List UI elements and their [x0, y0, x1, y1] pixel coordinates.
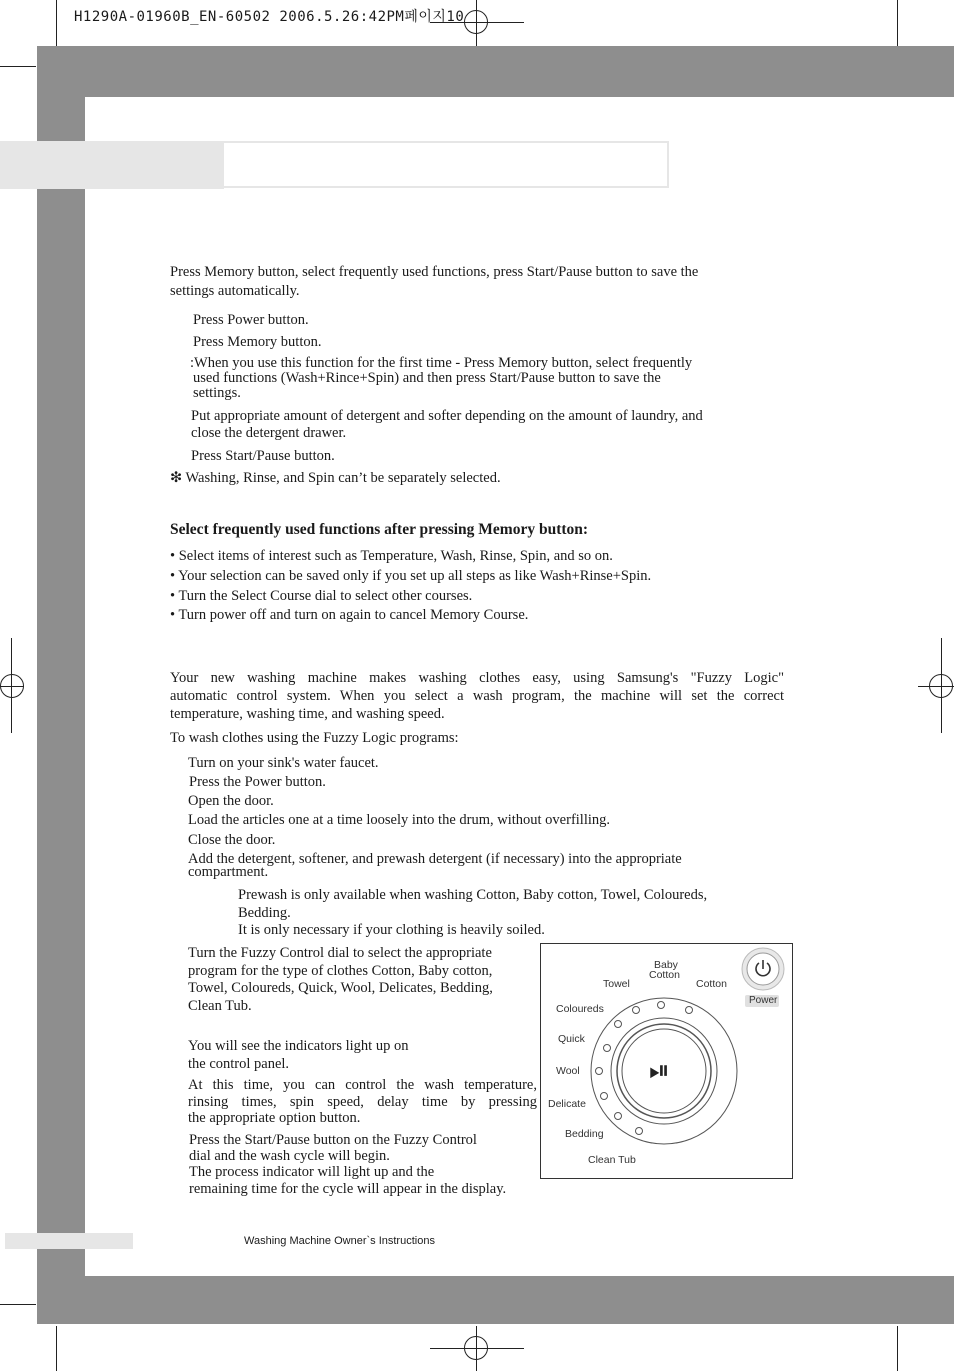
indicator-note: the control panel.: [188, 1056, 290, 1072]
program-label-bedding: Bedding: [565, 1128, 604, 1140]
start-note: The process indicator will light up and the: [189, 1164, 435, 1180]
memory-subheading: Select frequently used functions after pressing Memory button:: [170, 521, 589, 538]
fuzzy-step: compartment.: [188, 864, 269, 880]
title-tab: [0, 141, 224, 189]
memory-step-note: used functions (Wash+Rince+Spin) and then press Start/Pause button to save the: [193, 370, 661, 386]
fuzzy-step: Turn the Fuzzy Control dial to select the appropriate: [188, 945, 492, 961]
memory-step: Press Power button.: [193, 312, 309, 328]
crop-mark: [897, 1326, 898, 1371]
memory-step: Press Start/Pause button.: [191, 448, 335, 464]
fuzzy-step: Towel, Coloureds, Quick, Wool, Delicates, Bedding,: [188, 980, 493, 996]
program-label-towel: Towel: [603, 978, 630, 990]
fuzzy-intro: temperature, washing time, and washing speed.: [170, 706, 445, 722]
frame-bottom-band: [37, 1276, 954, 1324]
prewash-note: Bedding.: [238, 905, 291, 921]
program-label-baby-cotton: Baby: [654, 959, 678, 971]
indicator-led: [636, 1128, 643, 1135]
fuzzy-step: Add the detergent, softener, and prewash detergent (if necessary) into the appropriate: [188, 851, 682, 867]
fuzzy-step: Open the door.: [188, 793, 274, 809]
crop-mark: [0, 1304, 36, 1305]
program-label-clean-tub: Clean Tub: [588, 1154, 636, 1166]
memory-bullet: • Turn the Select Course dial to select other courses.: [170, 588, 473, 604]
control-note: the appropriate option button.: [188, 1110, 361, 1126]
program-label-quick: Quick: [558, 1033, 585, 1045]
start-note: Press the Start/Pause button on the Fuzzy Control: [189, 1132, 477, 1148]
prewash-note: Prewash is only available when washing Cotton, Baby cotton, Towel, Coloureds,: [238, 887, 708, 903]
program-label-wool: Wool: [556, 1065, 580, 1077]
frame-left-band: [37, 46, 85, 1324]
memory-intro: Press Memory button, select frequently used functions, press Start/Pause button to save the: [170, 264, 699, 280]
power-label: Power: [749, 995, 778, 1006]
memory-bullet: • Select items of interest such as Temperature, Wash, Rinse, Spin, and so on.: [170, 548, 613, 564]
crop-mark: [897, 0, 898, 46]
indicator-note: You will see the indicators light up on: [188, 1038, 409, 1054]
fuzzy-step: Clean Tub.: [188, 998, 252, 1014]
indicator-led: [686, 1007, 693, 1014]
fuzzy-lead: To wash clothes using the Fuzzy Logic programs:: [170, 730, 459, 746]
crop-mark: [0, 66, 36, 67]
start-note: dial and the wash cycle will begin.: [189, 1148, 390, 1164]
frame-top-band: [37, 46, 954, 97]
crop-mark: [56, 1326, 57, 1371]
control-note: rinsing times, spin speed, delay time by pressing: [188, 1094, 537, 1110]
memory-step-note: settings.: [193, 385, 241, 401]
indicator-led: [658, 1002, 665, 1009]
indicator-led: [604, 1045, 611, 1052]
fuzzy-intro: automatic control system. When you select a wash program, the machine will set the correct: [170, 688, 784, 704]
program-label-baby-cotton: Cotton: [649, 969, 680, 981]
program-label-coloureds: Coloureds: [556, 1003, 604, 1015]
memory-step-note: :When you use this function for the first time - Press Memory button, select frequently: [190, 355, 693, 371]
indicator-led: [633, 1007, 640, 1014]
fuzzy-step: Press the Power button.: [189, 774, 326, 790]
indicator-led: [615, 1021, 622, 1028]
footer-text: Washing Machine Owner`s Instructions: [244, 1235, 435, 1247]
control-note: At this time, you can control the wash temperature,: [188, 1077, 537, 1093]
title-box: [224, 141, 669, 188]
indicator-led: [596, 1068, 603, 1075]
fuzzy-step: Load the articles one at a time loosely into the drum, without overfilling.: [188, 812, 611, 828]
footer-tab: [5, 1233, 133, 1249]
control-panel-illustration: [540, 943, 793, 1179]
memory-note: ❇ Washing, Rinse, and Spin can’t be separately selected.: [170, 470, 501, 486]
print-header: H1290A-01960B_EN-60502 2006.5.26:42PM페이지10: [74, 9, 465, 25]
memory-step: close the detergent drawer.: [191, 425, 347, 441]
fuzzy-step: program for the type of clothes Cotton, Baby cotton,: [188, 963, 493, 979]
start-pause-icon: ⏯: [649, 1055, 670, 1085]
memory-bullet: • Turn power off and turn on again to cancel Memory Course.: [170, 607, 529, 623]
fuzzy-step: Turn on your sink's water faucet.: [188, 755, 379, 771]
indicator-led: [615, 1113, 622, 1120]
crop-mark: [56, 0, 57, 46]
memory-intro: settings automatically.: [170, 283, 300, 299]
memory-bullet: • Your selection can be saved only if you set up all steps as like Wash+Rinse+Spin.: [170, 568, 652, 584]
prewash-note: It is only necessary if your clothing is heavily soiled.: [238, 922, 545, 938]
memory-step: Press Memory button.: [193, 334, 322, 350]
program-label-cotton: Cotton: [696, 978, 727, 990]
indicator-led: [601, 1093, 608, 1100]
memory-step: Put appropriate amount of detergent and softer depending on the amount of laundry, and: [191, 408, 703, 424]
fuzzy-step: Close the door.: [188, 832, 276, 848]
start-note: remaining time for the cycle will appear in the display.: [189, 1181, 507, 1197]
program-label-delicate: Delicate: [548, 1098, 586, 1110]
fuzzy-intro: Your new washing machine makes washing clothes easy, using Samsung's "Fuzzy Logic": [170, 670, 784, 686]
